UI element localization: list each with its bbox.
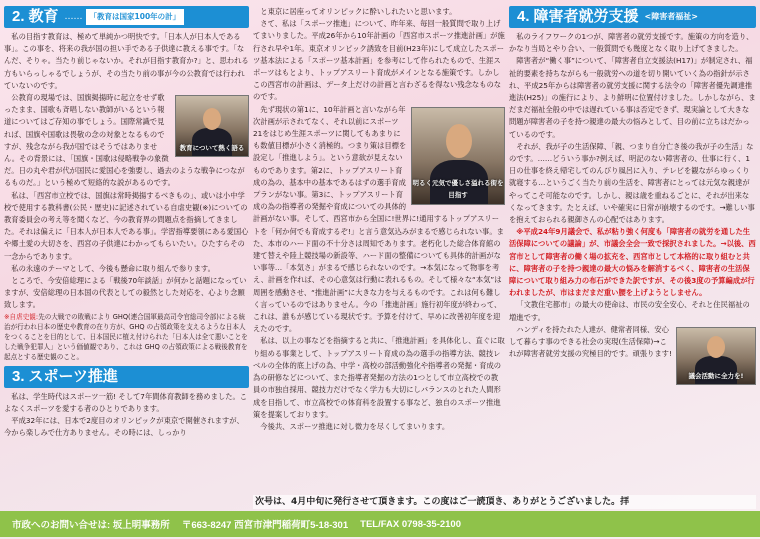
- column-sports: [253, 6, 505, 495]
- paragraph: 平成32年には、日本で2度目のオリンピックが東京で開催されますが、今から楽しみで仕方ありません。その時には、しっかり: [4, 416, 244, 438]
- paragraph: 私の永遠のテーマとして、今後も懸命に取り組んで参ります。: [11, 263, 215, 273]
- person-face: [203, 108, 221, 130]
- section-title: 教育: [28, 7, 59, 25]
- column-education: [4, 6, 249, 502]
- photo-sports: [411, 107, 505, 205]
- paragraph: それが、我が子の生活保障、「親、つまり自分亡き後の我が子の生活」なのです。……どういう事か?例えば、明記のない障害者の、仕事に行く、1日の仕事を終え帰宅してのんびり風呂に入り、テレビを観ながらゆっくり就寝する…というごく当たり前の生活を、障害者にとっては元気な親達がやってこそ可能なのです。しかし、親は歳を重ねるごとに、それが出来なくなってきます。たとえば、いや確実に日常が崩壊するのです。→難しい事を抱えておられる親御さんの心配ではあります。: [509, 141, 755, 225]
- paragraph: 私のライフワークの1つが、障害者の就労支援です。施策の方向を造り、かなり当局とやり合い、一般質問でも幾度となく取り上げてきました。: [509, 32, 754, 54]
- section-number: 2.: [12, 7, 25, 25]
- paragraph: 私は、「西宮市立校では、国旗は常時掲揚するべきもの」、或いは小中学校で使用する教科書(公民・歴史)に記述されている自虐史観(※)についての教育委員会の考え等を聞くなど、今の教育界の問題点を指摘してきました。それは偏えに「日本人が日本人である事」。学習指導要領にある愛国心や郷土愛の大切さを、西宮の子供達にわかってもらいたい。ひたすらその一念からであります。: [4, 190, 249, 261]
- section-tag: 「教育は国家100年の計」: [86, 9, 185, 25]
- paragraph: ところで、今安倍総理による「戦後70年談話」が何かと話題になっていますが、安倍総理の日本国の代表としての毅然とした対応を、心より念願致します。: [4, 276, 247, 310]
- paragraph: ハンディを持たれた人達が、健常者同様、安心して暮らす事のできる社会の実現(生活保障)→これが障害者就労支援の究極目的です。頑張ります!: [509, 324, 672, 359]
- photo-education: [175, 95, 249, 157]
- paragraph: 障害者が“働く事”について、「障害者自立支援法(H17)」が制定され、福祉的要素を持ちながらも一般就労への道を切り開いていく為の指針が示され、平成25年からは障害者の就労支援に関する法令の「障害者優先調達推進法(H25)」の施行により、より鮮明に位置付けました。しかしながら、まだまだ福祉全般の中では遅れている事は否定できず、現実論として大きな問題が障害者の子を持つ親達の最大の悩みとして、目の前に立ちはだかっているのです。: [509, 56, 756, 139]
- footer-contact: 市政へのお問い合せは: 坂上明事務所: [12, 520, 170, 531]
- footer-tel: TEL/FAX 0798-35-2100: [360, 518, 461, 530]
- next-issue-notice: 次号は、4月中旬に発行させて頂きます。この度はご一読頂き、ありがとうございました。拝: [253, 495, 756, 509]
- section-title: スポーツ推進: [28, 367, 118, 385]
- footer-address: 〒663-8247 西宮市津門稲荷町5-18-301: [181, 520, 349, 531]
- photo-caption: 議会活動に全力を!: [688, 371, 744, 380]
- paragraph: 先ず現状の第1に、10年計画と言いながら年次計画が示されてなく、それ以前にスポーツ21をはじめ生涯スポーツに関してもあまりにも数値目標が小さく消極的。つまり策は目標を設定し「推進しよう」。という意欲が見えないものであります。第2に、トップアスリート育成の為の、基本中の基本であるはずの選手育成プランがない事。第3に、トップアスリート育成の為の指導者の発掘や育成についての具体的計画がない事。そして、西宮市から全国に!世界に!通用するトップアスリートを「何か何でも育成するぞ!」と言う意気込みがまるで感じられない事。また、本市のハード面の不十分さは周知であります。老朽化した総合体育館の建て替えや陸上競技場の新設等、ハード面の整備についても具体的計画がない事等…「本気さ」がまるで感じられないのです。→本気になって物事を考え、計画を作れば、その心意気は行動に表れるもの。そして様々な“本気”は周囲を感動させ、“推進計画”に大きな力を与えるものです。これは何も難しく言っているのではありません。今の「推進計画」施行初年度が終わって、これは、誰もが感じている現状です。予算を付けて、早めに改善初年度を迎えたのです。: [253, 104, 504, 334]
- section-title: 障害者就労支援: [533, 7, 639, 25]
- photo-caption: 教育について熱く語る: [179, 143, 245, 152]
- paragraph: 私は、以上の事などを指摘すると共に、「推進計画」を具体化し、直ぐに取り組める事業として、トップアスリート育成の為の選手の指導方法、競技レベルの全体的底上げの為、中学・高校の部活動強化や指導者の発掘・育成の為の研修などについて、また指導者発掘の方法の1つとして市立高校での教員の市独自採用、競技力だけでなく学力も大切にしバランスのとれた人間形成を目指して、市立高校での体育科を設置する事など、独自のスポーツ推進策を提案しております。: [253, 336, 505, 419]
- section-header-disability: [509, 6, 756, 28]
- footnote-head: ※自虐史観:: [4, 312, 39, 321]
- paragraph: さて、私は「スポーツ推進」について、昨年来、毎回一般質問で取り上げてまいりました。平成26年から10年計画の「西宮市スポーツ推進計画」が施行され早や1年。東京オリンピック誘致を目前(H23年)にして成立したスポーツ基本法による「スポーツ基本計画」を参考にして作られたもので、生涯スポーツはもとより、トップアスリート育成がメインとなる施策です。しかしこの西宮市の計画は、データ上だけの計画と言わざるを得ない残念なものなのです。: [253, 19, 505, 102]
- photo-caption: 明るく元気で優しさ溢れる街を目指す: [412, 179, 504, 200]
- section-number: 3.: [12, 367, 25, 385]
- footnote: [4, 312, 249, 362]
- column-disability-support: [509, 6, 756, 502]
- section-subtitle: <障害者福祉>: [644, 11, 698, 21]
- person-face: [707, 336, 725, 358]
- paragraph: ※平成24年9月議会で、私が粘り強く何度も「障害者の就労を通した生活保障についての議論」が、市議会全会一致で採択されました。→以後、西宮市として障害者の働く場の拡充を、西宮市として本格的に取り組むと共に、障害者の子を持つ親達の最大の悩みを解消するべく、障害者の生活保障について取り組み力の布石ができた訳ですが、その後3度の予算編成が行われましたが、市はまだまだ重い腰を上げようとしません。: [509, 227, 756, 298]
- footnote-body: 先の大戦での敗戦により GHQ(連合国軍最高司令官総司令部)による統治が行われ日本の歴史や教育の在り方が、GHQ の占領政策を支えるような日本人をつくることを目的として、日本国民に植え付けられた「日本人は全て悪いことをした戦争犯罪人」という価値観であり、これは GHQ の占領政策による戦後教育を起点とする歴史観のこと。: [4, 312, 248, 361]
- paragraph: 今後共、スポーツ推進に対し微力を尽くしてまいります。: [260, 421, 450, 431]
- photo-council: [676, 327, 756, 385]
- paragraph: 私は、学生時代はスポーツ一筋! そして7年間体育教師を務めました。こよなくスポーツを愛する者のひとりであります。: [4, 391, 248, 413]
- section-dots: ……: [64, 11, 83, 22]
- section-header-sports: [4, 366, 249, 388]
- paragraph: 公教育の現場では、国旗掲揚時に起立をせず歌ったまま、国歌も斉唱しない教師がいるという報道についてはご存知の事でしょう。国際常識で見れば、国旗や国歌は畏敬の念の対象となるものですが、残念ながら我が国ではそうではありません。その背景には、「国旗・国歌は侵略戦争の象徴だ。日の丸や君が代が国民に愛国心を強要し、過去のような戦争につながるものだ。」という極めて短絡的な説があるのです。: [4, 93, 245, 188]
- paragraph: 私の目指す教育は、極めて単純かつ明快です。「日本人が日本人である事」。この事を、将来の我が国の担い手である子供達に教える事です。「なんだ、そりゃ。当たり前じゃないか。それが目指す教育か?」と、思われる方もいらっしゃるでしょうが、その当たり前の事が今の公教育では行われていないのです。: [4, 32, 249, 90]
- paragraph: と東京に居座ってオリンピックに酔いしれたいと思います。: [260, 7, 457, 16]
- section-number: 4.: [517, 7, 530, 25]
- paragraph: 「文教住宅都市」の最大の使命は、市民の安全安心、それと住民福祉の増進です。: [509, 300, 750, 322]
- person-face: [446, 124, 472, 158]
- section-header-education: [4, 6, 249, 28]
- footer-bar: [0, 511, 760, 537]
